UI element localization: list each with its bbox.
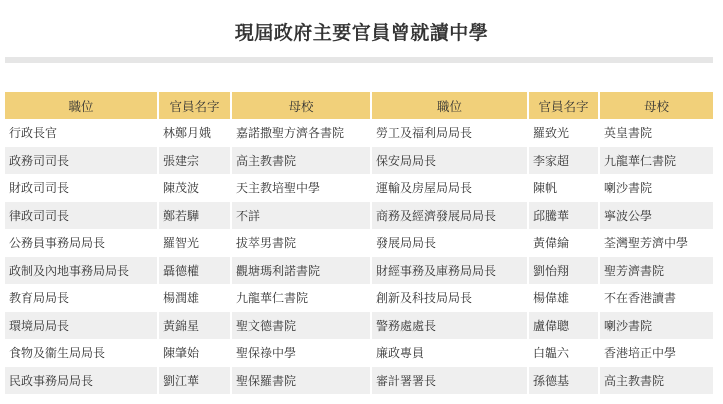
alma-mater-cell: 寧波公學	[599, 202, 713, 230]
alma-mater-cell: 荃灣聖芳濟中學	[599, 229, 713, 257]
header-position-left: 職位	[5, 92, 158, 119]
table-body	[5, 119, 713, 394]
alma-mater-cell: 聖芳濟書院	[599, 257, 713, 285]
official-name-cell: 林鄭月娥	[158, 119, 231, 147]
alma-mater-cell: 觀塘瑪利諾書院	[231, 257, 371, 285]
table-row	[5, 257, 713, 285]
position-cell: 廉政專員	[371, 339, 528, 367]
official-name-cell: 白韞六	[528, 339, 599, 367]
official-name-cell: 黃錦星	[158, 312, 231, 340]
position-cell: 勞工及福利局局長	[371, 119, 528, 147]
position-cell: 政制及內地事務局局長	[5, 257, 158, 285]
official-name-cell: 聶德權	[158, 257, 231, 285]
table-row	[5, 202, 713, 230]
official-name-cell: 羅智光	[158, 229, 231, 257]
position-cell: 審計署署長	[371, 367, 528, 395]
alma-mater-cell: 高主教書院	[599, 367, 713, 395]
official-name-cell: 邱騰華	[528, 202, 599, 230]
official-name-cell: 楊潤雄	[158, 284, 231, 312]
table-row	[5, 284, 713, 312]
header-alma-mater-right: 母校	[599, 92, 713, 119]
page-title: 現屆政府主要官員曾就讀中學	[234, 22, 489, 44]
table-header-row	[5, 92, 713, 119]
alma-mater-cell: 不在香港讀書	[599, 284, 713, 312]
position-cell: 政務司司長	[5, 147, 158, 175]
alma-mater-cell: 拔萃男書院	[231, 229, 371, 257]
position-cell: 行政長官	[5, 119, 158, 147]
alma-mater-cell: 天主教培聖中學	[231, 174, 371, 202]
table-row	[5, 339, 713, 367]
header-official-name-left: 官員名字	[158, 92, 231, 119]
official-name-cell: 黃偉綸	[528, 229, 599, 257]
alma-mater-cell: 聖文德書院	[231, 312, 371, 340]
official-name-cell: 陳茂波	[158, 174, 231, 202]
position-cell: 教育局局長	[5, 284, 158, 312]
position-cell: 律政司司長	[5, 202, 158, 230]
table-row	[5, 119, 713, 147]
officials-table	[5, 92, 713, 394]
position-cell: 環境局局長	[5, 312, 158, 340]
table-row	[5, 229, 713, 257]
official-name-cell: 劉江華	[158, 367, 231, 395]
official-name-cell: 陳帆	[528, 174, 599, 202]
table-row	[5, 312, 713, 340]
alma-mater-cell: 高主教書院	[231, 147, 371, 175]
alma-mater-cell: 九龍華仁書院	[231, 284, 371, 312]
alma-mater-cell: 嘉諾撒聖方濟各書院	[231, 119, 371, 147]
official-name-cell: 羅致光	[528, 119, 599, 147]
table-row	[5, 147, 713, 175]
official-name-cell: 盧偉聰	[528, 312, 599, 340]
position-cell: 食物及衞生局局長	[5, 339, 158, 367]
position-cell: 公務員事務局局長	[5, 229, 158, 257]
alma-mater-cell: 英皇書院	[599, 119, 713, 147]
header-position-right: 職位	[371, 92, 528, 119]
header-official-name-right: 官員名字	[528, 92, 599, 119]
position-cell: 保安局局長	[371, 147, 528, 175]
alma-mater-cell: 聖保羅書院	[231, 367, 371, 395]
position-cell: 商務及經濟發展局局長	[371, 202, 528, 230]
official-name-cell: 孫德基	[528, 367, 599, 395]
alma-mater-cell: 聖保祿中學	[231, 339, 371, 367]
official-name-cell: 楊偉雄	[528, 284, 599, 312]
alma-mater-cell: 喇沙書院	[599, 312, 713, 340]
official-name-cell: 張建宗	[158, 147, 231, 175]
position-cell: 警務處處長	[371, 312, 528, 340]
official-name-cell: 李家超	[528, 147, 599, 175]
alma-mater-cell: 九龍華仁書院	[599, 147, 713, 175]
alma-mater-cell: 喇沙書院	[599, 174, 713, 202]
position-cell: 運輸及房屋局局長	[371, 174, 528, 202]
official-name-cell: 劉怡翔	[528, 257, 599, 285]
position-cell: 創新及科技局局長	[371, 284, 528, 312]
alma-mater-cell: 不詳	[231, 202, 371, 230]
official-name-cell: 鄭若驊	[158, 202, 231, 230]
table-row	[5, 174, 713, 202]
position-cell: 發展局局長	[371, 229, 528, 257]
position-cell: 財政司司長	[5, 174, 158, 202]
title-divider	[5, 57, 713, 63]
official-name-cell: 陳肇始	[158, 339, 231, 367]
position-cell: 民政事務局局長	[5, 367, 158, 395]
alma-mater-cell: 香港培正中學	[599, 339, 713, 367]
header-alma-mater-left: 母校	[231, 92, 371, 119]
table-row	[5, 367, 713, 395]
position-cell: 財經事務及庫務局局長	[371, 257, 528, 285]
